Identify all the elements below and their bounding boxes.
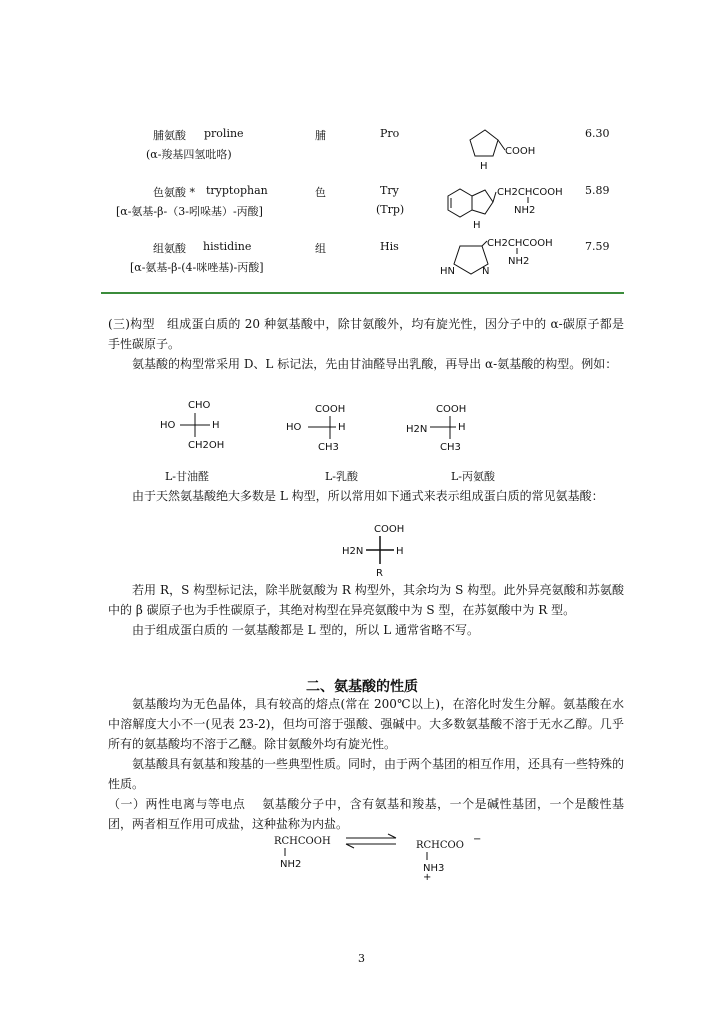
row1-cn-name: 脯氨酸 xyxy=(153,129,186,142)
row2-abbr-cn: 色 xyxy=(315,186,326,199)
svg-text:HO: HO xyxy=(160,420,176,431)
svg-text:H2N: H2N xyxy=(342,546,364,557)
svg-text:H: H xyxy=(458,422,466,433)
config-paragraph-5: 由于组成蛋白质的 一氨基酸都是 L 型的，所以 L 通常省略不写。 xyxy=(132,623,480,637)
histidine-structure xyxy=(440,232,580,280)
proline-nh: H xyxy=(480,161,488,172)
page-number: 3 xyxy=(358,952,365,965)
proline-cooh: COOH xyxy=(505,146,536,157)
trp-nh: H xyxy=(473,220,481,231)
trp-nh2: NH2 xyxy=(514,205,536,216)
svg-text:CH2OH: CH2OH xyxy=(188,440,225,451)
fischer-glyceraldehyde xyxy=(160,400,224,451)
eq-left-bottom: NH2 xyxy=(280,859,302,870)
his-hn: HN xyxy=(440,266,455,277)
row3-abbr: His xyxy=(380,240,399,253)
svg-text:R: R xyxy=(376,568,383,579)
zwitterion-equilibrium xyxy=(270,832,510,884)
svg-text:COOH: COOH xyxy=(315,404,346,415)
row2-cn-name: 色氨酸 * xyxy=(153,186,195,199)
properties-paragraph-1: 氨基酸均为无色晶体，具有较高的熔点(常在 200℃以上)，在溶化时发生分解。氨基酸在水中溶解度大小不一(见表 23-2)，但均可溶于强酸、强碱中。大多数氨基酸不溶于无水乙醇。几乎所有的氨基酸均不溶于乙醚。除甘氨酸外均有旋光性。 xyxy=(108,697,624,751)
row3-systematic: [α-氨基-β-(4-咪唑基)-丙酸] xyxy=(130,261,264,274)
general-fischer-formula xyxy=(330,520,450,580)
eq-right-bottom-charge: + xyxy=(423,872,432,883)
row3-en-name: histidine xyxy=(203,240,252,253)
properties-paragraph-3: （一）两性电离与等电点 氨基酸分子中，含有氨基和羧基，一个是碱性基团，一个是酸性基团，两者相互作用可成盐，这种盐称为内盐。 xyxy=(108,797,624,831)
row3-cn-name: 组氨酸 xyxy=(153,242,186,255)
proline-structure xyxy=(455,118,575,178)
svg-text:H: H xyxy=(338,422,346,433)
svg-text:COOH: COOH xyxy=(374,524,405,535)
fischer-alanine xyxy=(406,404,466,453)
svg-text:H: H xyxy=(396,546,404,557)
row2-abbr-alt: (Trp) xyxy=(376,203,405,216)
svg-text:CH3: CH3 xyxy=(318,442,339,453)
svg-text:COOH: COOH xyxy=(436,404,467,415)
fischer-lactic-acid xyxy=(286,404,346,453)
eq-right-charge: − xyxy=(473,834,482,845)
properties-paragraph-2: 氨基酸具有氨基和羧基的一些典型性质。同时，由于两个基团的相互作用，还具有一些特殊的性质。 xyxy=(108,757,625,791)
svg-text:H: H xyxy=(212,420,220,431)
caption-alanine: L-丙氨酸 xyxy=(451,470,496,483)
row2-pi: 5.89 xyxy=(585,184,610,197)
config-paragraph-3: 由于天然氨基酸绝大多数是 L 构型，所以常用如下通式来表示组成蛋白质的常见氨基酸： xyxy=(132,489,604,503)
row2-en-name: tryptophan xyxy=(206,184,268,197)
row1-abbr-cn: 脯 xyxy=(315,129,326,142)
row2-abbr: Try xyxy=(380,184,399,197)
eq-right-top: RCHCOO xyxy=(416,840,464,851)
trp-side-chain: CH2CHCOOH xyxy=(497,187,563,198)
his-n: N xyxy=(482,266,490,277)
row1-en-name: proline xyxy=(204,127,244,140)
row3-pi: 7.59 xyxy=(585,240,610,253)
table-bottom-rule xyxy=(101,292,624,294)
eq-left-top: RCHCOOH xyxy=(274,836,331,847)
his-side-chain: CH2CHCOOH xyxy=(487,238,553,249)
svg-text:CHO: CHO xyxy=(188,400,211,411)
row1-pi: 6.30 xyxy=(585,127,610,140)
svg-text:HO: HO xyxy=(286,422,302,433)
svg-text:H2N: H2N xyxy=(406,424,428,435)
svg-text:CH3: CH3 xyxy=(440,442,461,453)
config-paragraph-2: 氨基酸的构型常采用 D、L 标记法，先由甘油醛导出乳酸，再导出 α-氨基酸的构型。例如： xyxy=(132,357,618,371)
section-heading: 二、氨基酸的性质 xyxy=(306,679,418,695)
row3-abbr-cn: 组 xyxy=(315,242,326,255)
his-nh2: NH2 xyxy=(508,256,530,267)
row1-abbr: Pro xyxy=(380,127,400,140)
config-paragraph-1: (三)构型 组成蛋白质的 20 种氨基酸中，除甘氨酸外，均有旋光性，因分子中的 α-碳原子都是手性碳原子。 xyxy=(108,317,624,351)
caption-lactic-acid: L-乳酸 xyxy=(325,470,359,483)
tryptophan-structure xyxy=(440,176,580,236)
config-paragraph-4: 若用 R，S 构型标记法，除半胱氨酸为 R 构型外，其余均为 S 构型。此外异亮氨酸和苏氨酸中的 β 碳原子也为手性碳原子，其绝对构型在异亮氨酸中为 S 型，在苏氨酸中为 R 型。 xyxy=(108,583,624,617)
caption-glyceraldehyde: L-甘油醛 xyxy=(165,470,210,483)
row2-systematic: [α-氨基-β-（3-吲哚基）-丙酸] xyxy=(116,205,263,218)
row1-systematic: (α-羧基四氢吡咯) xyxy=(146,148,232,161)
eq-right-bottom: NH3 xyxy=(423,863,445,874)
